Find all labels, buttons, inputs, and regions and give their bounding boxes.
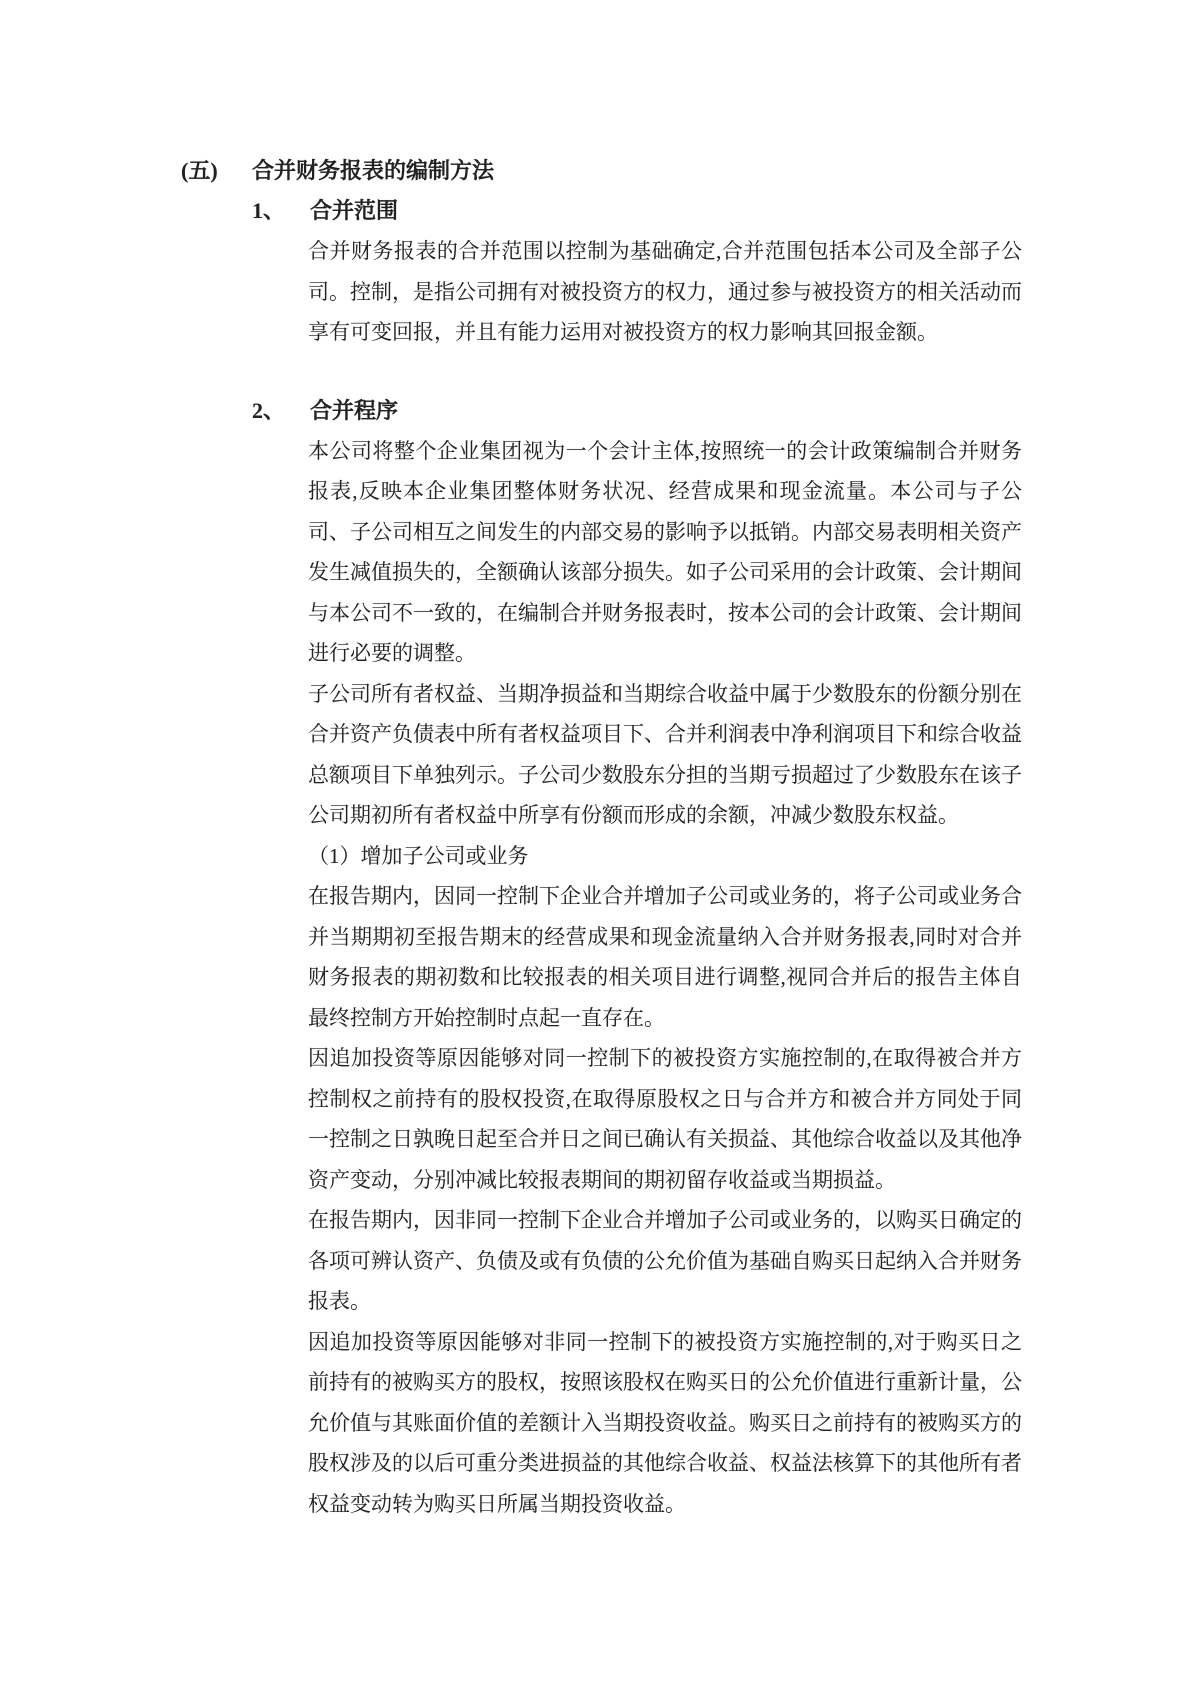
section-heading (181, 151, 1022, 191)
subsection-2-title: 合并程序 (310, 397, 399, 423)
subsection-1-title: 合并范围 (310, 198, 399, 223)
paragraph: 因追加投资等原因能够对非同一控制下的被投资方实施控制的,对于购买日之前持有的被购买方的股权，按照该股权在购买日的公允价值进行重新计量，公允价值与其账面价值的差额计入当期投资收益。购买日之前持有的被购买方的股权涉及的以后可重分类进损益的其他综合收益、权益法核算下的其他所有者权益变动转为购买日所属当期投资收益。 (308, 1329, 1022, 1516)
subsection-1-body (308, 231, 1022, 353)
subsection-2-body (308, 431, 1022, 1525)
section-title: 合并财务报表的编制方法 (252, 158, 495, 183)
document-content (181, 151, 1022, 1524)
paragraph: 本公司将整个企业集团视为一个会计主体,按照统一的会计政策编制合并财务报表,反映本企业集团整体财务状况、经营成果和现金流量。本公司与子公司、子公司相互之间发生的内部交易的影响予以抵销。内部交易表明相关资产发生减值损失的，全额确认该部分损失。如子公司采用的会计政策、会计期间与本公司不一致的，在编制合并财务报表时，按本公司的会计政策、会计期间进行必要的调整。 (308, 438, 1022, 665)
subsection-2-number: 2、 (252, 397, 286, 423)
paragraph: 因追加投资等原因能够对同一控制下的被投资方实施控制的,在取得被合并方控制权之前持有的股权投资,在取得原股权之日与合并方和被合并方同处于同一控制之日孰晚日起至合并日之间已确认有关损益、其他综合收益以及其他净资产变动，分别冲减比较报表期间的期初留存收益或当期损益。 (308, 1046, 1022, 1192)
subsection-1-heading (252, 191, 1022, 231)
paragraph: 合并财务报表的合并范围以控制为基础确定,合并范围包括本公司及全部子公司。控制，是指公司拥有对被投资方的权力，通过参与被投资方的相关活动而享有可变回报，并且有能力运用对被投资方的权力影响其回报金额。 (308, 239, 1022, 344)
section-label: (五) (181, 158, 218, 183)
paragraph: （1）增加子公司或业务 (308, 843, 529, 868)
paragraph: 在报告期内，因同一控制下企业合并增加子公司或业务的，将子公司或业务合并当期期初至报告期末的经营成果和现金流量纳入合并财务报表,同时对合并财务报表的期初数和比较报表的相关项目进行调整,视同合并后的报告主体自最终控制方开始控制时点起一直存在。 (308, 884, 1022, 1030)
subsection-2-heading (252, 391, 1022, 431)
paragraph: 在报告期内，因非同一控制下企业合并增加子公司或业务的，以购买日确定的各项可辨认资产、负债及或有负债的公允价值为基础自购买日起纳入合并财务报表。 (308, 1208, 1022, 1313)
paragraph: 子公司所有者权益、当期净损益和当期综合收益中属于少数股东的份额分别在合并资产负债表中所有者权益项目下、合并利润表中净利润项目下和综合收益总额项目下单独列示。子公司少数股东分担的当期亏损超过了少数股东在该子公司期初所有者权益中所享有份额而形成的余额，冲减少数股东权益。 (308, 681, 1022, 827)
subsection-1-number: 1、 (252, 198, 286, 223)
